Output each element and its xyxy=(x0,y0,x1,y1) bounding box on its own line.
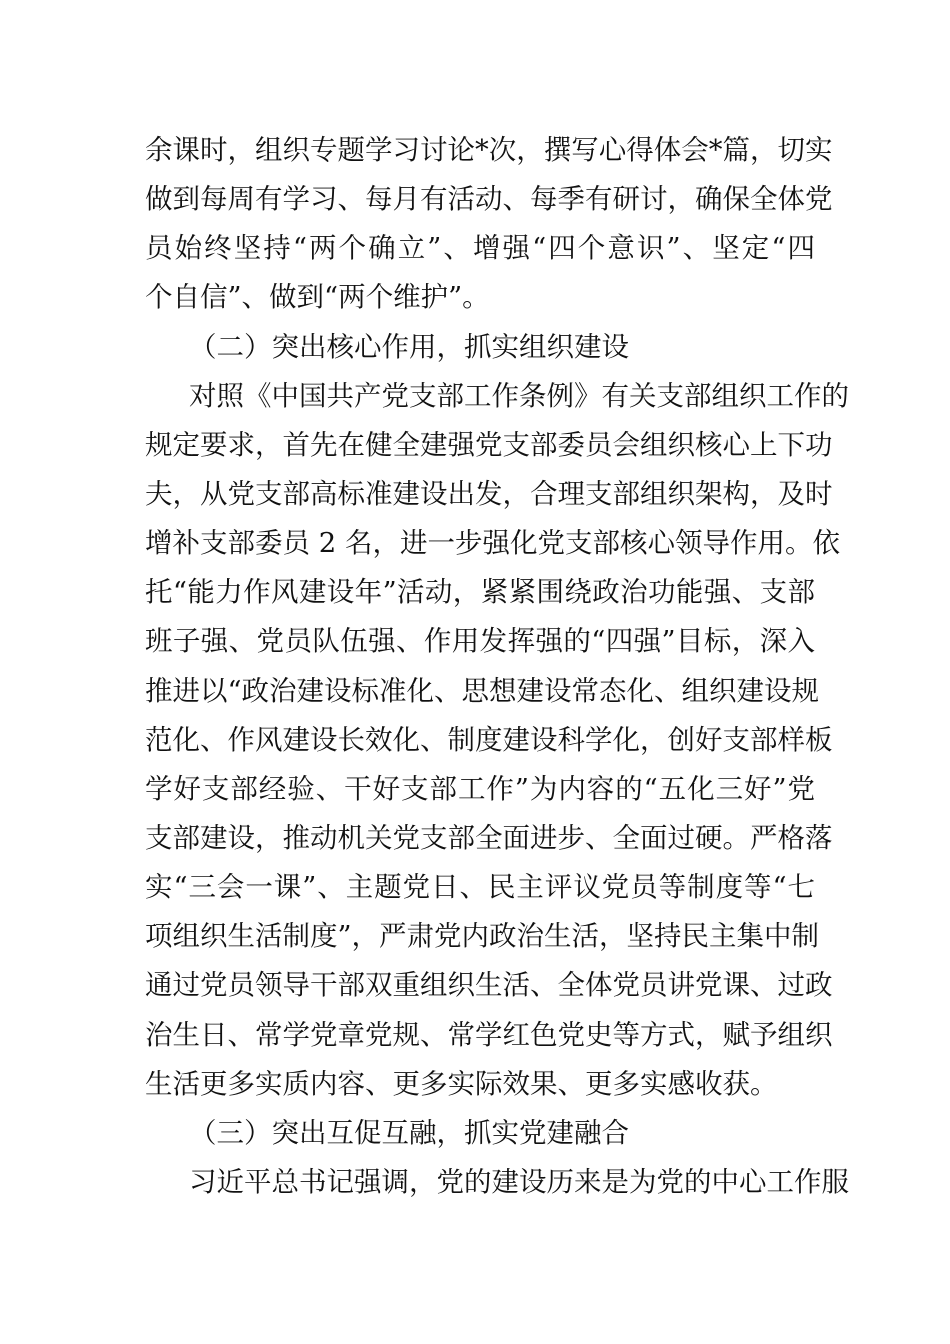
paragraph-line: 生活更多实质内容、更多实际效果、更多实感收获。 xyxy=(145,1067,778,1100)
paragraph-line: 余课时，组织专题学习讨论*次，撰写心得体会*篇，切实 xyxy=(145,134,833,166)
paragraph-line: 夫，从党支部高标准建设出发，合理支部组织架构，及时 xyxy=(145,477,833,510)
paragraph-line: 学好支部经验、干好支部工作”为内容的“五化三好”党 xyxy=(145,772,815,805)
paragraph-line: 实“三会一课”、主题党日、民主评议党员等制度等“七 xyxy=(145,871,815,904)
paragraph-line: 做到每周有学习、每月有活动、每季有研讨，确保全体党 xyxy=(145,183,833,216)
paragraph-line: 推进以“政治建设标准化、思想建设常态化、组织建设规 xyxy=(145,674,820,707)
paragraph-line: 对照《中国共产党支部工作条例》有关支部组织工作的 xyxy=(189,379,849,412)
paragraph-line: 托“能力作风建设年”活动，紧紧围绕政治功能强、支部 xyxy=(145,576,815,609)
paragraph-line: 通过党员领导干部双重组织生活、全体党员讲党课、过政 xyxy=(145,969,833,1002)
paragraph-line: 支部建设，推动机关党支部全面进步、全面过硬。严格落 xyxy=(145,821,833,854)
paragraph-line: 范化、作风建设长效化、制度建设科学化，创好支部样板 xyxy=(145,723,833,756)
section-heading: （三）突出互促互融，抓实党建融合 xyxy=(189,1116,629,1149)
paragraph-line: 规定要求，首先在健全建强党支部委员会组织核心上下功 xyxy=(145,428,833,461)
section-heading: （二）突出核心作用，抓实组织建设 xyxy=(189,330,629,363)
paragraph-line: 治生日、常学党章党规、常学红色党史等方式，赋予组织 xyxy=(145,1018,833,1051)
paragraph-line: 习近平总书记强调，党的建设历来是为党的中心工作服 xyxy=(189,1165,849,1198)
paragraph-line: 项组织生活制度”，严肃党内政治生活，坚持民主集中制 xyxy=(145,920,820,953)
paragraph-line: 增补支部委员 2 名，进一步强化党支部核心领导作用。依 xyxy=(145,527,840,560)
paragraph-line: 班子强、党员队伍强、作用发挥强的“四强”目标，深入 xyxy=(145,625,815,658)
paragraph-line: 个自信”、做到“两个维护”。 xyxy=(145,281,490,314)
document-body xyxy=(145,126,849,1207)
paragraph-line: 员始终坚持“两个确立”、增强“四个意识”、坚定“四 xyxy=(145,232,815,265)
